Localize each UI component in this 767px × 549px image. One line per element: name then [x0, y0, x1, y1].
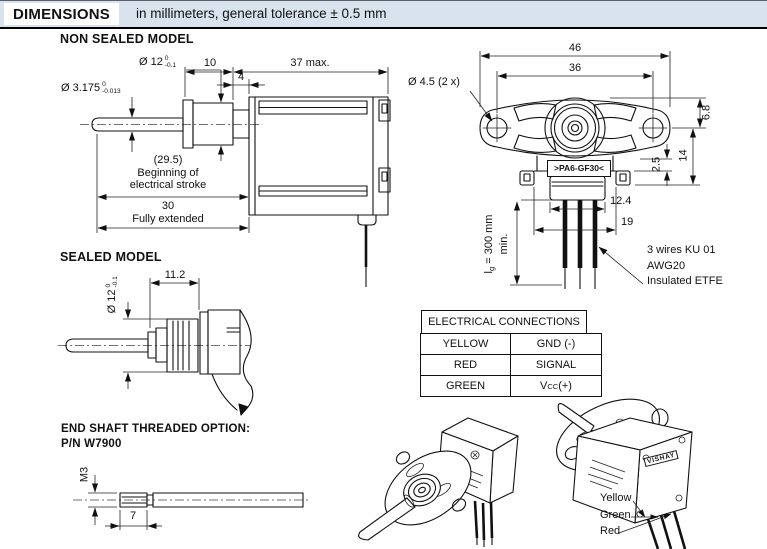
wire-function-vcc: V CC (+): [510, 375, 601, 396]
electrical-connections-title: ELECTRICAL CONNECTIONS: [421, 310, 587, 334]
dim-label-7: 7: [129, 510, 137, 522]
fully-extended-note: 30 Fully extended: [132, 200, 204, 225]
dim-label-46: 46: [568, 42, 582, 54]
material-marking-box: >PA6-GF30<: [547, 160, 611, 177]
electrical-connections-table: [420, 310, 602, 397]
wire-label-green: Green: [600, 509, 631, 521]
electrical-stroke-note: (29.5) Beginning of electrical stroke: [129, 154, 207, 191]
flange-front-view-section: [400, 35, 767, 300]
dim-label-2-5: 2.5: [650, 156, 663, 173]
end-shaft-heading: END SHAFT THREADED OPTION: P/N W7900: [61, 423, 251, 450]
isometric-drawings: [330, 390, 767, 549]
dim-label-37-max: 37 max.: [290, 57, 330, 69]
dim-label-36: 36: [568, 62, 582, 74]
header-bar: [0, 0, 767, 29]
electrical-connections-grid: [420, 333, 602, 397]
page-title: DIMENSIONS: [4, 3, 119, 25]
wire-color-red: RED: [421, 354, 510, 375]
dim-label-19: 19: [621, 216, 634, 228]
wire-color-yellow: YELLOW: [442, 338, 489, 350]
dim-label-10: 10: [203, 57, 217, 69]
vishay-logo: VISHAY: [643, 450, 679, 467]
dim-label-m3: M3: [78, 466, 91, 483]
dim-label-11-2: 11.2: [164, 269, 186, 281]
dim-label-hole-diameter: Ø 4.5 (2 x): [408, 76, 460, 88]
dim-label-diameter-12: Ø 12 0 -0.1: [139, 55, 177, 69]
wire-function-gnd: GND (-): [510, 334, 601, 354]
wire-color-green: GREEN: [421, 375, 510, 396]
dim-label-14: 14: [677, 149, 690, 162]
page-subtitle: in millimeters, general tolerance ± 0.5 mm: [136, 5, 387, 21]
dim-label-12-4: 12.4: [610, 195, 632, 207]
lead-wires: [565, 200, 595, 289]
wire-label-red: Red: [600, 525, 621, 537]
isometric-views-section: [330, 390, 767, 549]
lead-length-label: $l_g = 300$ mm min.: [483, 214, 510, 274]
dim-label-6-8: 6.8: [700, 104, 713, 121]
end-shaft-option-section: [55, 418, 345, 546]
wire-function-signal: SIGNAL: [510, 354, 601, 375]
non-sealed-heading: NON SEALED MODEL: [60, 32, 194, 46]
dim-label-diameter-3-175: Ø 3.175 0 -0.013: [61, 81, 121, 95]
dim-label-diameter-12-sealed: Ø 12 0 -0.1: [105, 276, 119, 314]
isometric-front-view: [359, 418, 518, 547]
sealed-heading: SEALED MODEL: [60, 250, 162, 264]
sealed-sensor-body: [66, 310, 253, 415]
wires-note: 3 wires KU 01 AWG20 Insulated ETFE: [647, 244, 723, 287]
wire-label-yellow: Yellow: [600, 492, 632, 504]
dim-label-4: 4: [237, 71, 245, 83]
